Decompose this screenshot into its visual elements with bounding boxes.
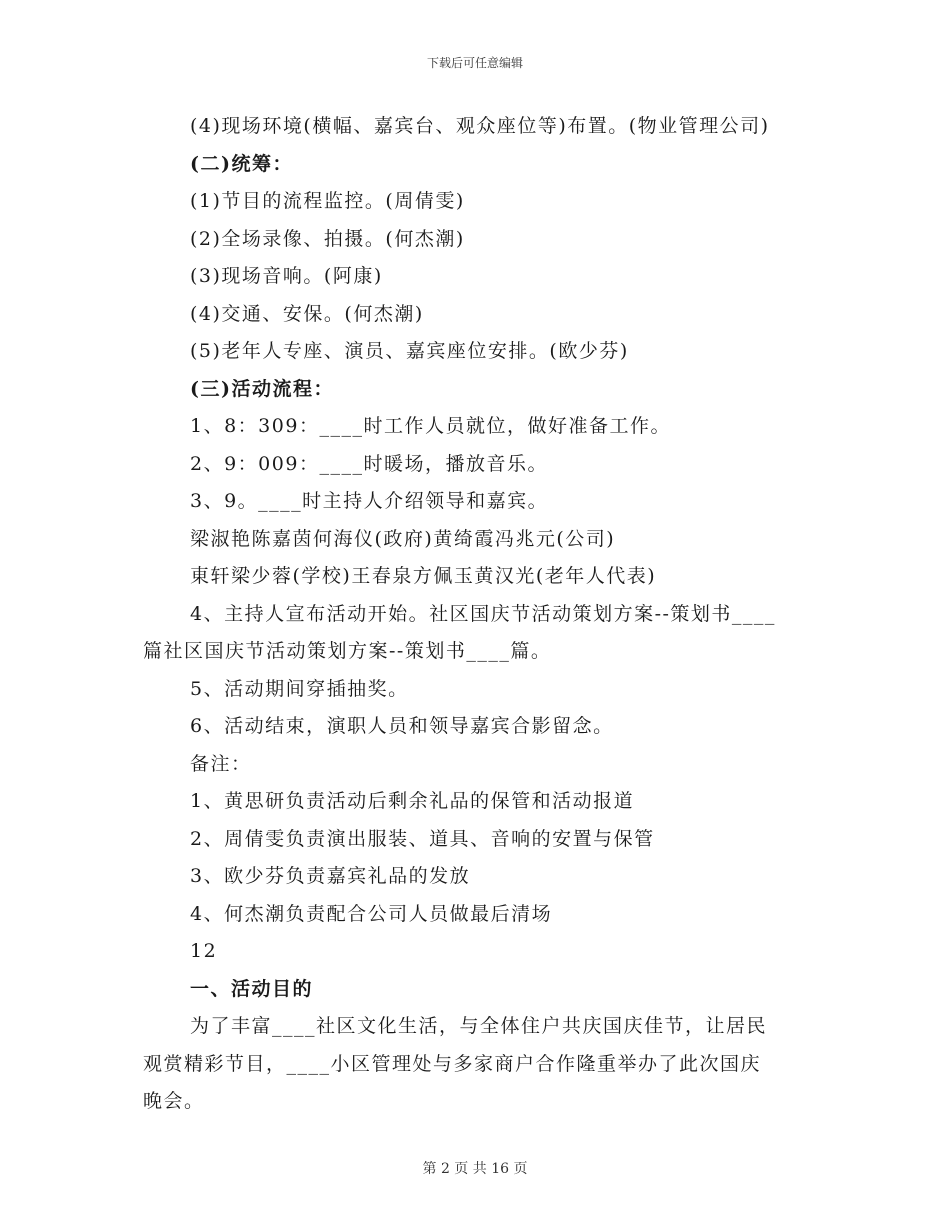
text-line: 1、黄思研负责活动后剩余礼品的保管和活动报道 (190, 790, 635, 812)
text-line: 2、9：009：____时暖场，播放音乐。 (190, 452, 548, 475)
text-line: (5)老年人专座、演员、嘉宾座位安排。(欧少芬) (190, 340, 629, 362)
text-line: (1)节目的流程监控。(周倩雯) (190, 190, 465, 212)
page-header: 下载后可任意编辑 (426, 56, 523, 70)
text-line: 备注： (190, 752, 252, 775)
text-line: (3)现场音响。(阿康) (190, 265, 383, 287)
text-line: 梁淑艳陈嘉茵何海仪(政府)黄绮霞冯兆元(公司) (190, 527, 616, 550)
paragraph-line: 晚会。 (143, 1090, 205, 1112)
text-line: 2、周倩雯负责演出服装、道具、音响的安置与保管 (190, 827, 655, 850)
paragraph-line: 篇社区国庆节活动策划方案--策划书____篇。 (143, 640, 552, 662)
text-line: 5、活动期间穿插抽奖。 (190, 677, 409, 700)
paragraph-line: 为了丰富____社区文化生活，与全体住户共庆国庆佳节，让居民 (190, 1015, 768, 1037)
text-line: 3、欧少芬负责嘉宾礼品的发放 (190, 865, 471, 887)
text-line: (4)交通、安保。(何杰潮) (190, 302, 424, 325)
text-line: (4)现场环境(横幅、嘉宾台、观众座位等)布置。(物业管理公司) (190, 115, 770, 137)
text-line: 12 (190, 940, 218, 962)
text-line: 6、活动结束，演职人员和领导嘉宾合影留念。 (190, 715, 614, 737)
section-heading: (三)活动流程： (190, 377, 334, 400)
page-footer: 第 2 页 共 16 页 (422, 1161, 528, 1177)
text-line: 1、8：309：____时工作人员就位，做好准备工作。 (190, 415, 671, 437)
text-line: 東轩梁少蓉(学校)王春泉方佩玉黄汉光(老年人代表) (190, 565, 657, 587)
document-body (143, 108, 813, 1121)
text-line: 4、何杰潮负责配合公司人员做最后清场 (190, 902, 553, 925)
paragraph-line: 4、主持人宣布活动开始。社区国庆节活动策划方案--策划书____ (190, 602, 776, 625)
paragraph-line: 观赏精彩节目，____小区管理处与多家商户合作隆重举办了此次国庆 (143, 1052, 762, 1075)
section-heading: (二)统筹： (190, 152, 293, 175)
text-line: (2)全场录像、拍摄。(何杰潮) (190, 227, 465, 250)
section-heading: 一、活动目的 (190, 977, 314, 1000)
text-line: 3、9。____时主持人介绍领导和嘉宾。 (190, 490, 549, 512)
